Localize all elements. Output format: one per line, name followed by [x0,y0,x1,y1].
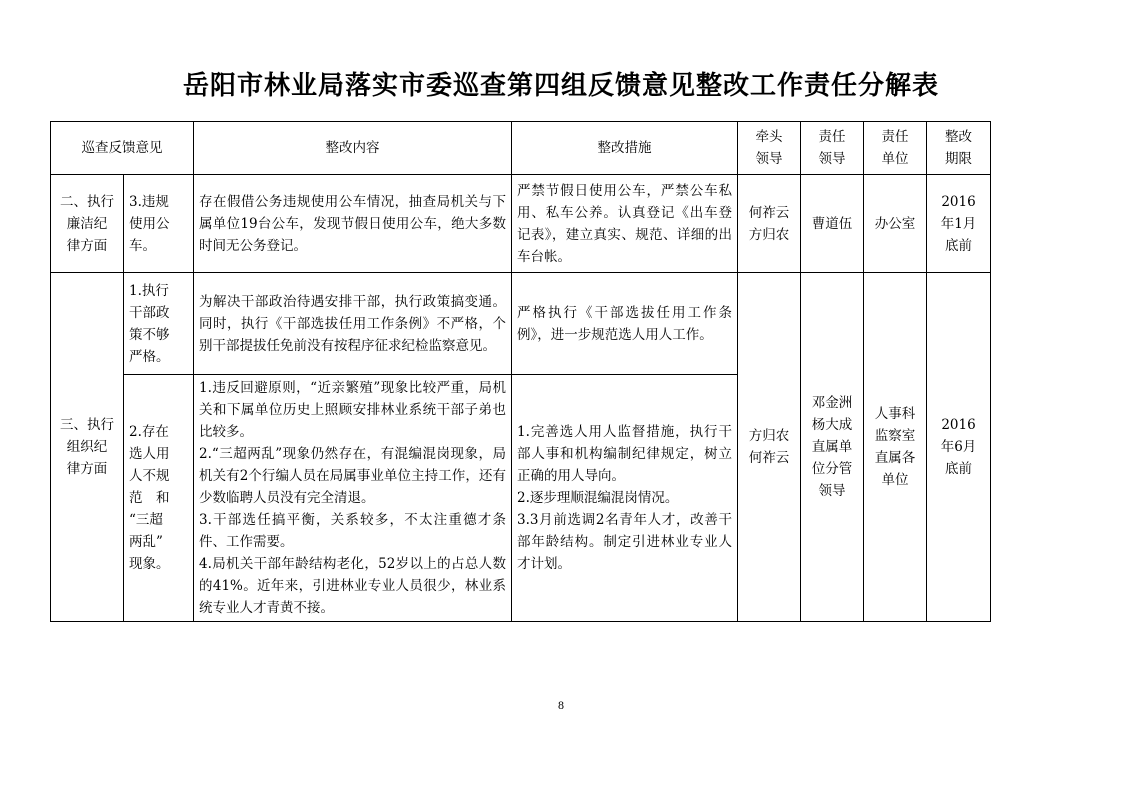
header-deadline: 整改 期限 [927,122,991,175]
table-row [51,175,991,273]
category-cell: 三、执行 组织纪 律方面 [51,273,124,622]
responsibility-table [50,121,991,622]
measures-cell: 严禁节假日使用公车，严禁公车私用、私车公养。认真登记《出车登记表》，建立真实、规范、详细的出车台帐。 [512,175,738,273]
header-resp-leader: 责任 领导 [801,122,864,175]
page-title: 岳阳市林业局落实市委巡查第四组反馈意见整改工作责任分解表 [182,71,939,101]
deadline-cell: 2016 年1月 底前 [927,175,991,273]
header-resp-unit: 责任 单位 [864,122,927,175]
feedback-item-cell: 3.违规 使用公 车。 [124,175,194,273]
lead-leader-cell: 何祚云 方归农 [738,175,801,273]
category-cell: 二、执行 廉洁纪 律方面 [51,175,124,273]
content-cell: 1.违反回避原则，“近亲繁殖”现象比较严重，局机关和下属单位历史上照顾安排林业系统干部子弟也比较多。 2.“三超两乱”现象仍然存在，有混编混岗现象，局机关有2个行编人员在局属事业单位主持工作，还有少数临聘人员没有完全清退。 3.干部选任搞平衡，关系较多，不太注重德才条件、工作需要。 4.局机关干部年龄结构老化，52岁以上的占总人数的41%。近年来，引进林业专业人员很少，林业系统专业人才青黄不接。 [194,375,512,622]
deadline-cell: 2016 年6月 底前 [927,273,991,622]
feedback-item-cell: 2.存在 选人用 人不规 范 和 “三超 两乱” 现象。 [124,375,194,622]
resp-leader-cell: 邓金洲 杨大成 直属单 位分管 领导 [801,273,864,622]
page-number: 8 [558,698,564,712]
measures-cell: 严格执行《干部选拔任用工作条例》，进一步规范选人用人工作。 [512,273,738,375]
header-content: 整改内容 [194,122,512,175]
lead-leader-cell: 方归农 何祚云 [738,273,801,622]
content-cell: 存在假借公务违规使用公车情况，抽查局机关与下属单位19台公车，发现节假日使用公车，绝大多数时间无公务登记。 [194,175,512,273]
header-lead-leader: 牵头 领导 [738,122,801,175]
header-feedback: 巡查反馈意见 [51,122,194,175]
resp-unit-cell: 人事科 监察室 直属各 单位 [864,273,927,622]
table-row [51,273,991,375]
resp-leader-cell: 曹道伍 [801,175,864,273]
content-cell: 为解决干部政治待遇安排干部，执行政策搞变通。同时，执行《干部选拔任用工作条例》不严格，个别干部提拔任免前没有按程序征求纪检监察意见。 [194,273,512,375]
measures-cell: 1.完善选人用人监督措施，执行干部人事和机构编制纪律规定，树立正确的用人导向。 2.逐步理顺混编混岗情况。 3.3月前选调2名青年人才，改善干部年龄结构。制定引进林业专业人才计划。 [512,375,738,622]
resp-unit-cell: 办公室 [864,175,927,273]
feedback-item-cell: 1.执行 干部政 策不够 严格。 [124,273,194,375]
header-measures: 整改措施 [512,122,738,175]
table-header-row [51,122,991,175]
